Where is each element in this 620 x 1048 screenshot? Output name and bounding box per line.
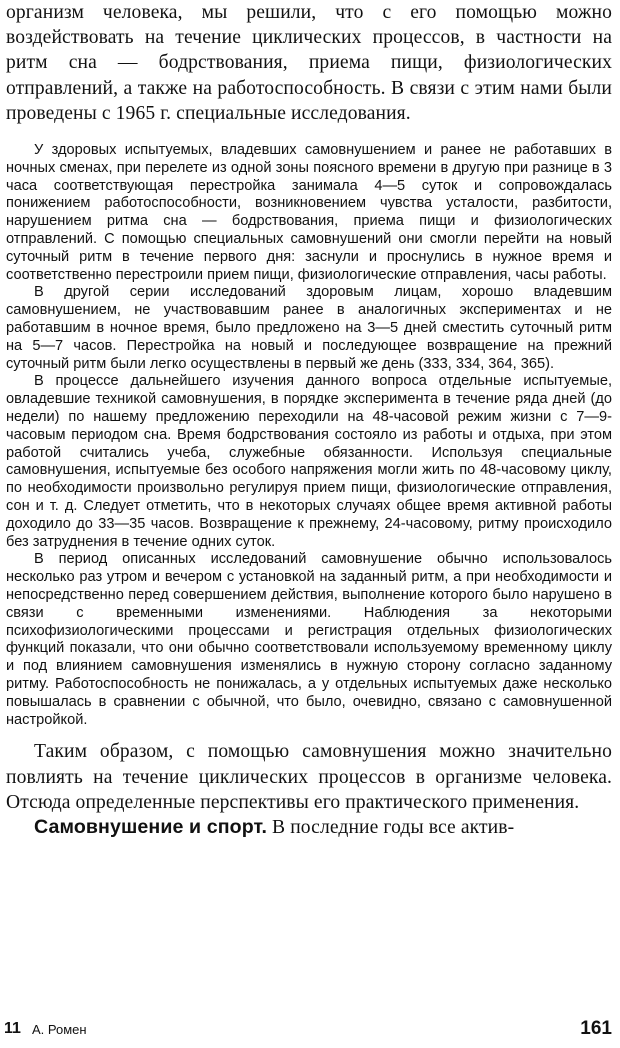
small-paragraph: В период описанных исследований самовнушение обычно использовалось несколько раз утром и вечером с установкой на заданный ритм, а при необходимости и непосредственно перед совершением действия, выполнение которого было нарушено в связи с временными изменениями. Наблюдения за некоторыми психофизиологическими процессами и регистрация отдельных физиологических функций показали, что они обычно соответствовали используемому временному циклу и под влиянием самовнушения изменялись в нужную сторону согласно заданному ритму. Работоспособность не понижалась, а у отдельных испытуемых даже несколько повышалась в сравнении с обычной, что было, очевидно, связано с самовнушенной настройкой. xyxy=(6,551,612,728)
small-paragraph: У здоровых испытуемых, владевших самовнушением и ранее не работавших в ночных сменах, при перелете из одной зоны поясного времени в другую при разнице в 3 часа соответствующая перестройка занимала 4—5 суток и сопровождалась понижением работоспособности, возникновением чувства усталости, разбитости, нарушением ритма сна — бодрствования, приема пищи и физиологических отправлений. С помощью специальных самовнушений они смогли перейти на новый суточный ритм в течение первого дня: заснули и проснулись в нужное время и соответственно перестроили прием пищи, физиологические отправления, часы работы. xyxy=(6,142,612,283)
signature-author: А. Ромен xyxy=(32,1022,87,1037)
conclusion-paragraph: Таким образом, с помощью самовнушения можно значительно повлиять на течение циклических процессов в организме человека. Отсюда определенные перспективы его практического применения. xyxy=(6,741,612,813)
section-paragraph xyxy=(6,815,612,840)
book-page xyxy=(6,0,612,840)
small-paragraph: В процессе дальнейшего изучения данного вопроса отдельные испытуемые, овладевшие техникой самовнушения, в порядке эксперимента в течение ряда дней (до недели) по нашему предложению переходили на 48-часовой режим жизни с 7—9-часовым периодом сна. Время бодрствования состояло из работы и отдыха, при этом работой считались учеба, служебные обязанности. Используя специальные самовнушения, испытуемые без особого напряжения могли жить по 48-часовому циклу, по необходимости произвольно регулируя прием пищи, физиологические отправления, сон и т. д. Следует отметить, что в некоторых случаях общее время активной работы доходило до 33—35 часов. Возвращение к прежнему, 24-часовому, ритму происходило без затруднения в течение одних суток. xyxy=(6,373,612,550)
signature-number: 11 xyxy=(4,1020,21,1037)
section-text: В последние годы все актив- xyxy=(272,816,515,838)
small-paragraph: В другой серии исследований здоровым лицам, хорошо владевшим самовнушением, не участвовавшим ранее в аналогичных экспериментах и не работавшим в ночное время, было предложено на 3—5 дней сместить суточный ритм на 5—7 часов. Перестройка на новый и последующее возвращение на прежний суточный ритм были легко осуществлены в первый же день (333, 334, 364, 365). xyxy=(6,284,612,372)
page-footer xyxy=(4,1018,612,1044)
small-print-block xyxy=(6,142,612,729)
intro-paragraph: организм человека, мы решили, что с его помощью можно воздействовать на течение циклических процессов, в частности на ритм сна — бодрствования, приема пищи, физиологических отправлений, а также на работоспособность. В связи с этим нами были проведены с 1965 г. специальные исследования. xyxy=(6,2,612,124)
page-number: 161 xyxy=(580,1018,612,1039)
section-heading: Самовнушение и спорт. xyxy=(34,815,268,838)
